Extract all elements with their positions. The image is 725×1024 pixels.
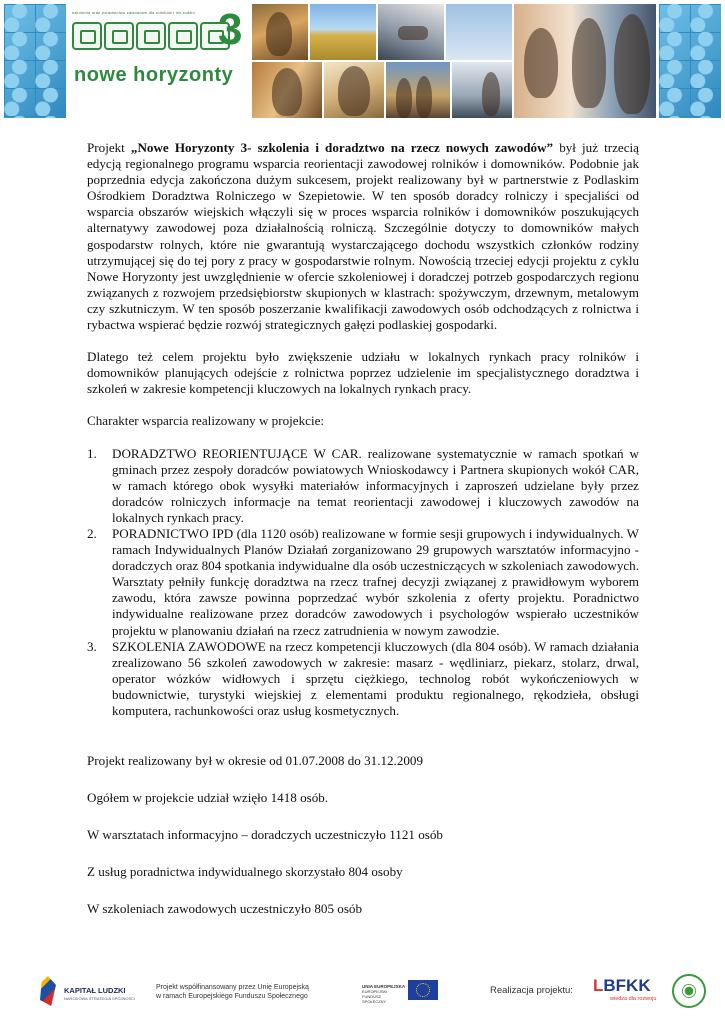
podr-logo-icon bbox=[672, 974, 706, 1008]
header-banner bbox=[4, 4, 721, 118]
summary-total: Ogółem w projekcie udział wzięło 1418 osób. bbox=[87, 790, 329, 806]
logo-box-icon bbox=[72, 22, 102, 50]
footer-logos bbox=[0, 966, 725, 1024]
goal-paragraph: Dlatego też celem projektu było zwiększenie udziału w lokalnych rynkach pracy rolników i domowników planujących odejście z rolnictwa poprzez udzielenie im specjalistycznego doradztwa i szkoleń w zakresie kompetencji kluczowych na lokalnych rynkach pracy. bbox=[87, 349, 639, 397]
list-item bbox=[87, 526, 639, 639]
bfkk-logo-text: BFKK bbox=[603, 976, 651, 995]
bfkk-tagline: wiedza dla rozwoju bbox=[610, 996, 657, 1002]
summary-period: Projekt realizowany był w okresie od 01.07.2008 do 31.12.2009 bbox=[87, 753, 424, 769]
list-item-text: PORADNICTWO IPD (dla 1120 osób) realizowane w formie sesji grupowych i indywidualnych. W ramach Indywidualnych Planów Działań zorganizowano 29 grupowych warsztatów informacyjno - doradczych oraz 804 spotkania indywidualne dla osób uczestniczących w szkoleniach zawodowych. Warsztaty pełniły funkcję doradztwa na rzecz trafnej decyzji związanej z prawidłowym wyborem zawodu, która zawsze powinna poprzedzać wybór szkolenia z oferty projektu. Poradnictwo indywidualne realizowane przez doradców zawodowych i psychologów wspierało uczestników projektu w planowaniu działań na rzecz zatrudnienia w nowym zawodzie. bbox=[112, 525, 639, 638]
logo-title: nowe horyzonty bbox=[74, 64, 234, 86]
header-photo-handshake bbox=[378, 4, 444, 60]
eu-title: UNIA EUROPEJSKA bbox=[362, 984, 406, 989]
project-title: „Nowe Horyzonty 3- szkolenia i doradztwo na rzecz nowych zawodów” bbox=[130, 140, 554, 155]
intro-text: był już trzecią edycją regionalnego programu wsparcia reorientacji zawodowej rolników i domowników. Podobnie jak poprzednia edycja zakończona dużym sukcesem, projekt realizowany był w partnerstwie z Podlaskim Ośrodkiem Doradztwa Rolniczego w Szepietowie. W ten sposób doradcy rolniczy i specjaliści od wsparcia obszarów wiejskich włączyli się w proces wsparcia rolników i domowników poszukujących alternatywy zawodowej poza działalnością rolniczą. Szczególnie dotyczy to domowników małych gospodarstw rolnych, które nie gwarantują wystarczającego dochodu wszystkich członków rodziny utrzymującej się do tej pory z pracy w gospodarstwie rolnym. Nowością trzeciej edycji projektu z cyklu Nowe Horyzonty jest uwzględnienie w ofercie szkoleniowej i doradczej potrzeb gospodarczych regionu związanych z rozwojem przedsiębiorstw skupionych w klastrach: spożywczym, drzewnym, metalowym czy szkutniczym. W ten sposób poszerzanie kwalifikacji zawodowych osób odchodzących z rolnictwa i rybactwa wspierać będzie rozwój strategicznych gałęzi podlaskiej gospodarki. bbox=[87, 140, 639, 333]
support-list bbox=[87, 446, 639, 720]
eu-sub1: EUROPEJSKI bbox=[362, 989, 388, 994]
bfkk-logo bbox=[593, 977, 651, 995]
header-photo-sky bbox=[446, 4, 512, 60]
logo-icons bbox=[72, 22, 230, 50]
kapital-ludzki-logo-icon bbox=[40, 976, 56, 1006]
summary-counseling: Z usług poradnictwa indywidualnego skorzystało 804 osoby bbox=[87, 864, 403, 880]
summary-trainings: W szkoleniach zawodowych uczestniczyło 805 osób bbox=[87, 901, 363, 917]
puzzle-decoration-left bbox=[4, 4, 66, 118]
list-item-number: 2. bbox=[87, 525, 97, 541]
header-photo-worker bbox=[252, 4, 308, 60]
list-item bbox=[87, 639, 639, 719]
header-photo-baker bbox=[252, 62, 322, 118]
eu-label bbox=[362, 984, 406, 1004]
kapital-ludzki-subtitle: NARODOWA STRATEGIA SPÓJNOŚCI bbox=[64, 996, 136, 1001]
intro-paragraph bbox=[87, 140, 639, 333]
cofinancing-line2: w ramach Europejskiego Funduszu Społecznego bbox=[156, 993, 308, 1000]
intro-prefix: Projekt bbox=[87, 140, 131, 155]
logo-box-icon bbox=[104, 22, 134, 50]
summary-workshops: W warsztatach informacyjno – doradczych uczestniczyło 1121 osób bbox=[87, 827, 443, 843]
header-photo-group bbox=[386, 62, 450, 118]
bfkk-logo-mark: L bbox=[593, 976, 604, 995]
project-logo bbox=[68, 4, 248, 118]
header-photo-consultant bbox=[324, 62, 384, 118]
eu-sub2: FUNDUSZ SPOŁECZNY bbox=[362, 994, 387, 1004]
list-item-text: SZKOLENIA ZAWODOWE na rzecz kompetencji kluczowych (dla 804 osób). W ramach działania zrealizowano 56 szkoleń zawodowych w zakresie: masarz - wędliniarz, piekarz, stolarz, drwal, operator wózków widłowych i sprzętu ciężkiego, technolog robót wykończeniowych w budownictwie, turystyki wiejskiej z elementami produktu regionalnego, rękodzieła, obsługi komputera, rachunkowości oraz usług kosmetycznych. bbox=[112, 638, 639, 718]
list-item-number: 1. bbox=[87, 445, 97, 461]
document-body bbox=[87, 140, 639, 918]
kapital-ludzki-title: KAPITAŁ LUDZKI bbox=[64, 986, 126, 995]
list-item bbox=[87, 446, 639, 526]
cofinancing-line1: Projekt współfinansowany przez Unię Europejską bbox=[156, 984, 309, 991]
list-item-text: DORADZTWO REORIENTUJĄCE W CAR. realizowane systematycznie w ramach spotkań w gminach przez zespoły doradców powiatowych Wnioskodawcy i Partnera skupionych wokół CAR, w ramach którego obok wysyłki materiałów informacyjnych i zaproszeń udzielane były przez doradców rolniczych informacje na temat reorientacji zawodowej i kluczowych zawodów na lokalnych rynkach pracy. bbox=[112, 445, 639, 525]
realization-label: Realizacja projektu: bbox=[490, 985, 573, 996]
puzzle-decoration-right bbox=[659, 4, 721, 118]
logo-box-icon bbox=[168, 22, 198, 50]
header-photo-office-team bbox=[514, 4, 656, 118]
eu-flag-icon bbox=[408, 980, 438, 1000]
logo-box-icon bbox=[136, 22, 166, 50]
header-photo-presenter bbox=[452, 62, 512, 118]
list-item-number: 3. bbox=[87, 638, 97, 654]
header-photo-field bbox=[310, 4, 376, 60]
support-heading: Charakter wsparcia realizowany w projekcie: bbox=[87, 413, 325, 429]
logo-number: 3 bbox=[218, 5, 243, 54]
cofinancing-note bbox=[156, 983, 309, 1001]
logo-tagline: szkolenia oraz poradnictwo zawodowe dla rolników i ich rodzin bbox=[72, 10, 195, 15]
